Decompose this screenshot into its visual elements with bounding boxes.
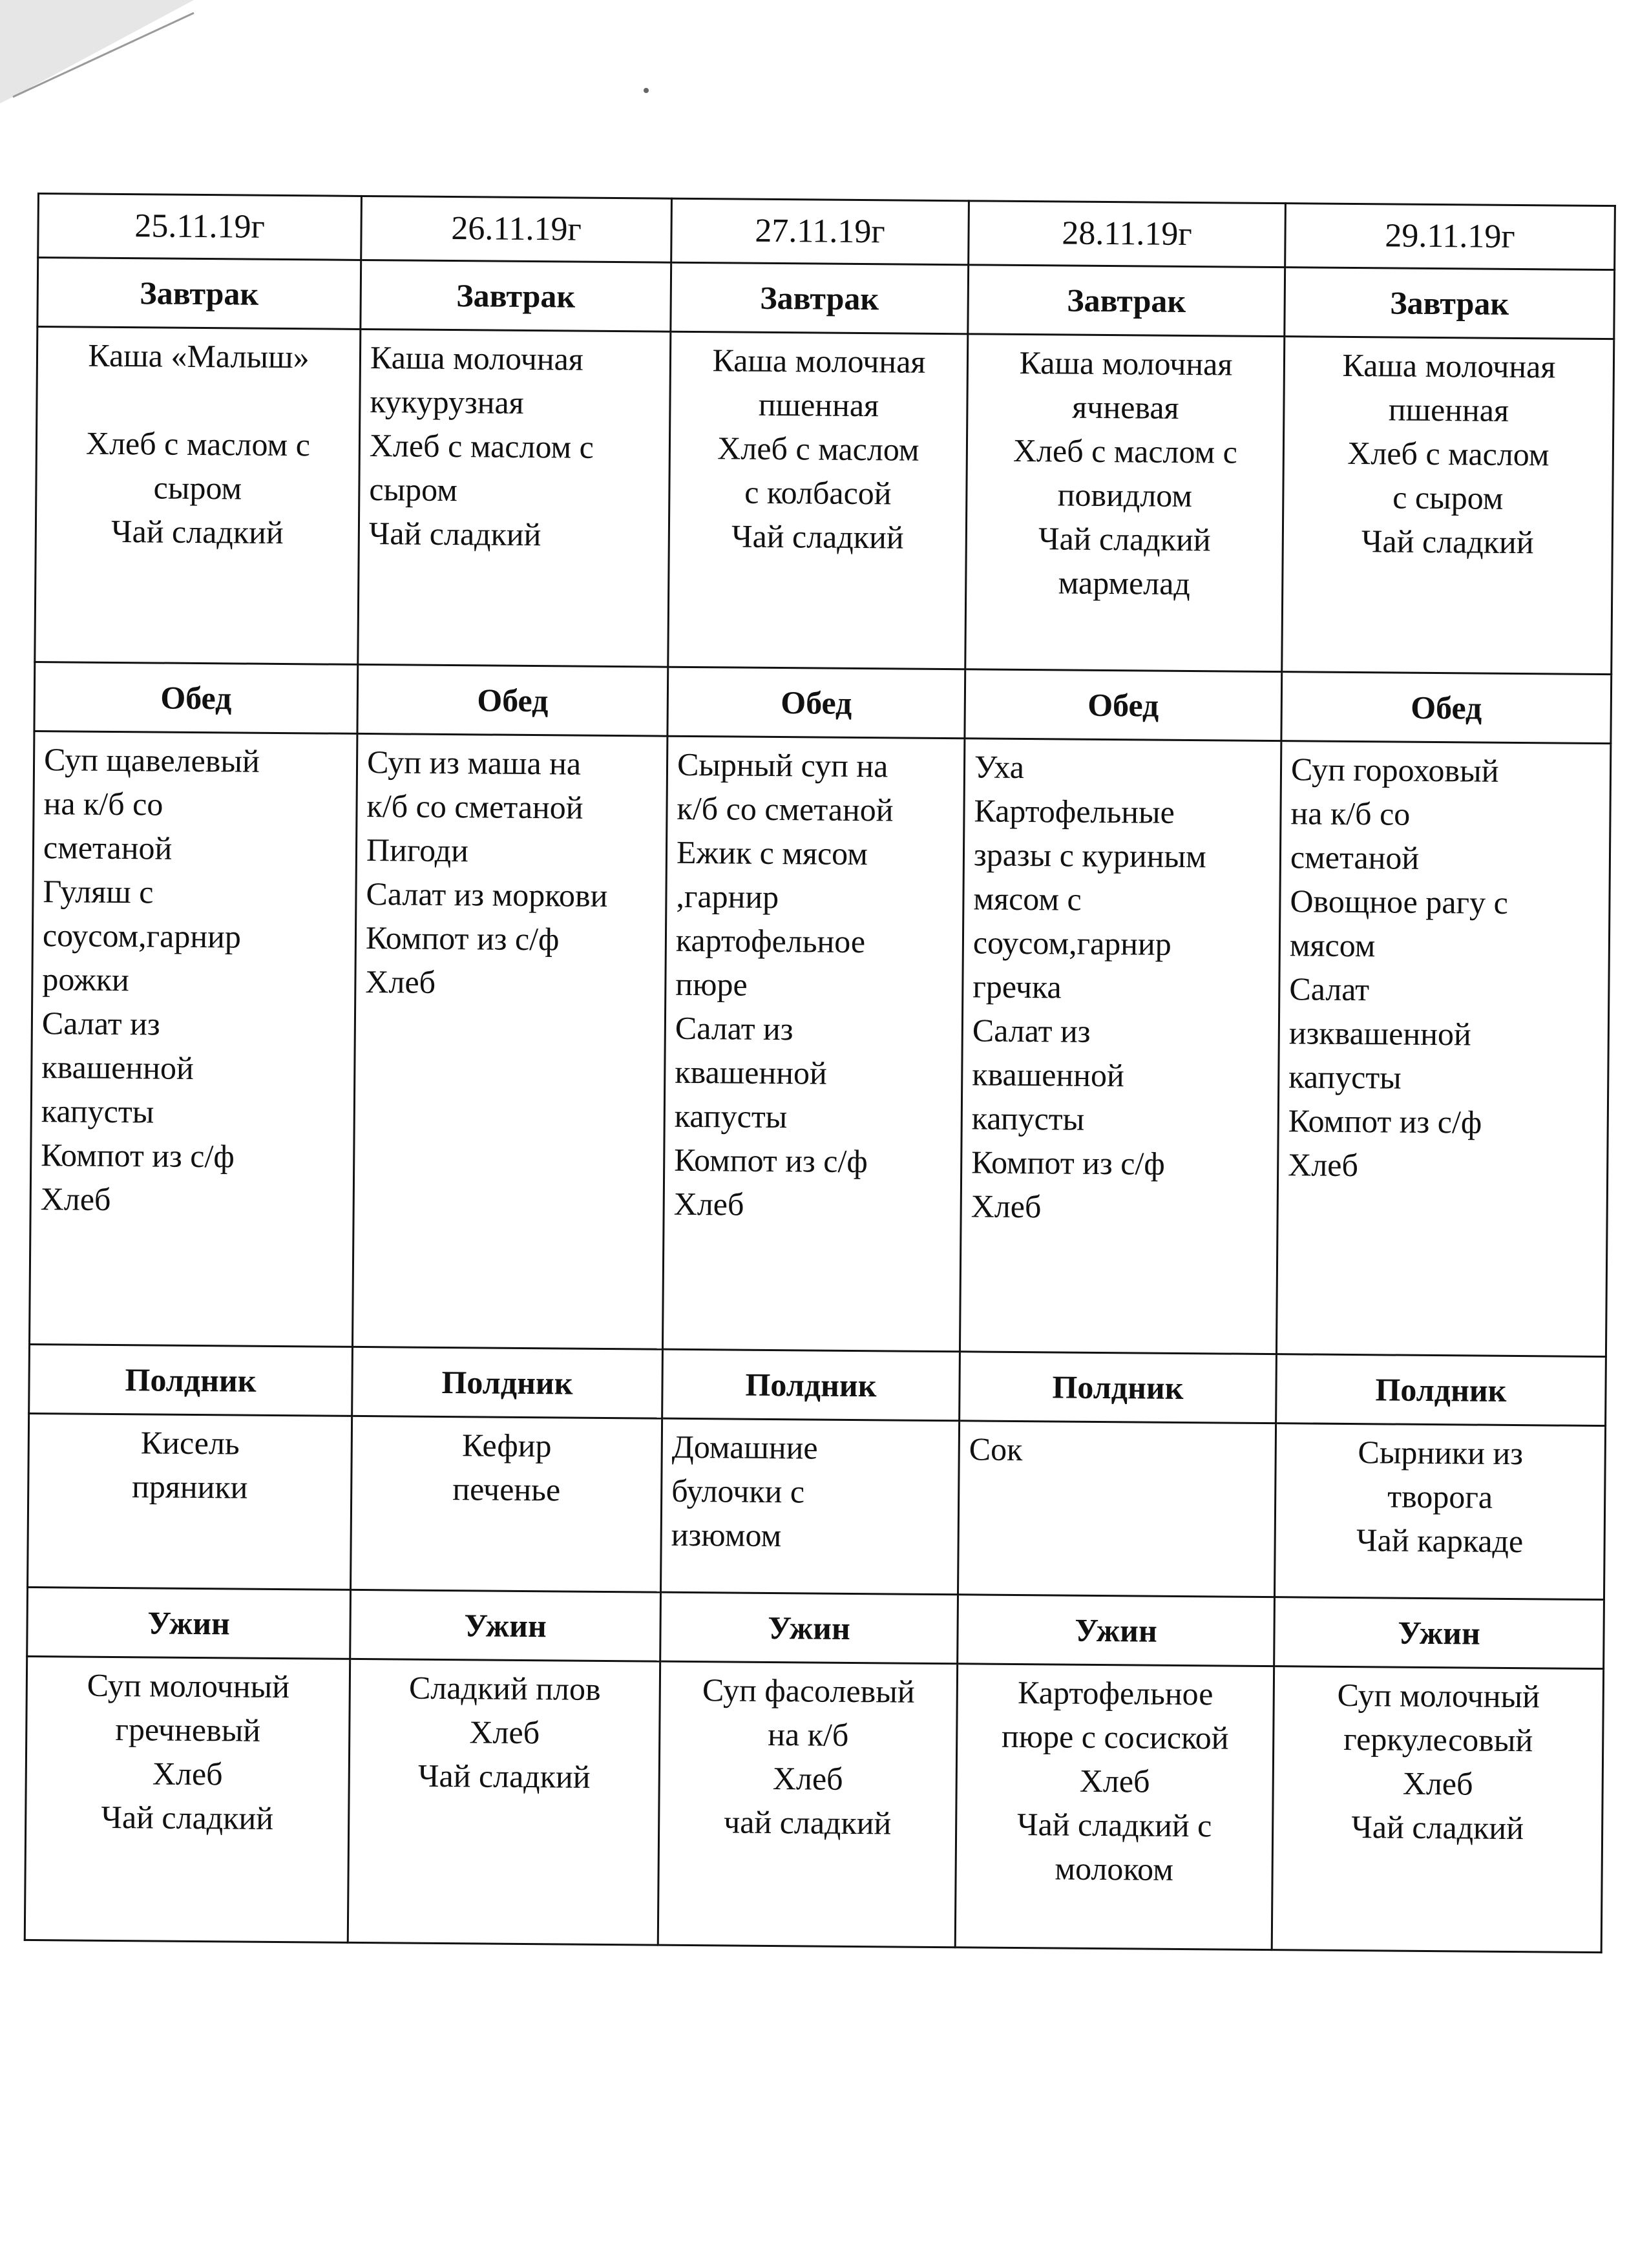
dish: Чай сладкий	[101, 1798, 274, 1836]
date-cell: 27.11.19г	[671, 198, 969, 265]
dish: сметаной	[43, 829, 173, 866]
dish: Хлеб с маслом с	[85, 425, 311, 463]
snack-header-row	[29, 1344, 1606, 1425]
lunch-cell	[352, 733, 667, 1349]
dish: сыром	[153, 469, 242, 507]
lunch-heading: Обед	[357, 664, 668, 736]
dish: повидлом	[1057, 476, 1193, 514]
dish: Кисель	[140, 1424, 240, 1462]
dinner-cell	[955, 1664, 1274, 1950]
dish: Хлеб с маслом	[1347, 434, 1549, 473]
dish: пюре с сосиской	[1001, 1717, 1229, 1756]
breakfast-cell	[35, 327, 361, 665]
snack-heading: Полдник	[662, 1349, 960, 1421]
dish: Компот из с/ф	[1288, 1102, 1482, 1140]
dish: изюмом	[671, 1516, 782, 1554]
date-cell: 28.11.19г	[969, 201, 1286, 268]
dinner-cell	[348, 1659, 660, 1945]
dish: Чай сладкий	[1361, 523, 1534, 561]
dish: квашенной	[972, 1056, 1124, 1094]
snack-row	[28, 1413, 1606, 1599]
date-cell: 26.11.19г	[361, 196, 672, 262]
dish: Хлеб с маслом	[717, 430, 919, 468]
dish: Гуляш с	[43, 873, 154, 910]
dish: Кефир	[461, 1427, 552, 1464]
lunch-row	[30, 731, 1611, 1356]
breakfast-heading: Завтрак	[968, 265, 1285, 337]
breakfast-cell	[358, 329, 671, 667]
dish: пюре	[675, 965, 748, 1003]
snack-cell	[28, 1413, 352, 1590]
dish: пшенная	[758, 386, 879, 424]
dish: рожки	[42, 961, 130, 998]
breakfast-cell	[1282, 337, 1614, 675]
dish: к/б со сметаной	[677, 790, 894, 828]
dish: Чай сладкий	[368, 515, 541, 553]
breakfast-heading: Завтрак	[37, 258, 361, 330]
dish: чай сладкий	[723, 1803, 892, 1842]
dish: Хлеб	[971, 1188, 1042, 1225]
dinner-heading: Ужин	[958, 1595, 1275, 1666]
lunch-cell	[960, 739, 1281, 1354]
date-cell: 29.11.19г	[1285, 204, 1615, 270]
date-row	[38, 194, 1615, 270]
dish: Салат из	[972, 1012, 1091, 1049]
dish: Салат из моркови	[366, 876, 608, 914]
dish: булочки с	[671, 1472, 805, 1510]
dish: Суп фасолевый	[702, 1672, 915, 1710]
dish: Хлеб	[1288, 1146, 1359, 1184]
dish: Суп молочный	[1337, 1676, 1540, 1715]
dish: Хлеб с маслом с	[1013, 432, 1238, 470]
dish: Суп из маша на	[366, 744, 582, 782]
dish: Каша молочная	[370, 339, 584, 377]
dish: Каша молочная	[1342, 346, 1556, 385]
dish: Чай сладкий	[731, 518, 904, 556]
breakfast-row	[35, 327, 1614, 675]
dish: Компот из с/ф	[971, 1144, 1165, 1182]
date-cell: 25.11.19г	[38, 194, 362, 260]
dish: Каша «Малыш»	[88, 337, 310, 375]
dish: Компот из с/ф	[41, 1137, 235, 1175]
dish: на к/б со	[1290, 795, 1411, 832]
dish: мясом с	[973, 880, 1082, 918]
lunch-header-row	[34, 662, 1612, 743]
dish: Чай сладкий	[417, 1757, 591, 1795]
dish: Хлеб	[1402, 1765, 1473, 1802]
dish: геркулесовый	[1343, 1720, 1533, 1759]
dish: Домашние	[671, 1428, 818, 1466]
snack-cell	[351, 1416, 662, 1592]
dish: на к/б со	[43, 785, 163, 823]
dish: пшенная	[1388, 391, 1509, 428]
dish: сыром	[369, 471, 458, 509]
snack-cell	[661, 1418, 960, 1595]
dish: Картофельное	[1017, 1674, 1213, 1712]
dish: ,гарнир	[676, 877, 779, 916]
dish: пряники	[131, 1468, 248, 1506]
dish: квашенной	[675, 1053, 827, 1091]
dish: соусом,гарнир	[42, 917, 242, 955]
dinner-header-row	[27, 1587, 1604, 1668]
dish: Ежик с мясом	[676, 834, 868, 872]
dish: Хлеб	[40, 1181, 111, 1217]
dish: квашенной	[41, 1049, 194, 1086]
breakfast-heading: Завтрак	[361, 260, 671, 331]
dish: Суп молочный	[87, 1666, 290, 1705]
dish: Чай сладкий	[1351, 1809, 1524, 1847]
dish: Сырный суп на	[677, 746, 888, 784]
lunch-heading: Обед	[1281, 672, 1612, 744]
breakfast-heading: Завтрак	[1285, 268, 1615, 339]
dish: Сладкий плов	[408, 1669, 601, 1707]
dish: Чай сладкий	[110, 512, 284, 551]
dish: гречневый	[115, 1711, 261, 1748]
lunch-heading: Обед	[667, 667, 965, 739]
dish: Компот из с/ф	[365, 919, 560, 958]
dish: творога	[1387, 1478, 1493, 1515]
snack-cell	[958, 1421, 1276, 1597]
dish: Суп гороховый	[1290, 751, 1499, 789]
dish: зразы с куриным	[973, 836, 1207, 875]
dish: Хлеб с маслом с	[369, 427, 594, 465]
dish: Каша молочная	[1019, 344, 1233, 383]
snack-cell	[1274, 1423, 1605, 1600]
dish: гречка	[972, 968, 1062, 1005]
dish: Сок	[969, 1431, 1023, 1468]
dish: Картофельные	[974, 792, 1175, 830]
dish: Компот из с/ф	[674, 1141, 868, 1180]
lunch-heading: Обед	[965, 669, 1282, 741]
snack-heading: Полдник	[29, 1344, 353, 1416]
breakfast-heading: Завтрак	[671, 262, 969, 334]
dish: картофельное	[675, 921, 866, 960]
blank-line	[47, 377, 350, 423]
dish: капусты	[1288, 1058, 1402, 1096]
dish: сметаной	[1290, 839, 1420, 876]
dinner-cell	[25, 1656, 350, 1942]
breakfast-cell	[965, 334, 1285, 672]
dish: Хлеб	[772, 1760, 843, 1797]
dish: Хлеб	[1079, 1762, 1150, 1800]
lunch-heading: Обед	[34, 662, 358, 733]
dish: с сыром	[1392, 479, 1504, 516]
dish: Овощное рагу с	[1290, 883, 1509, 921]
dinner-cell	[1272, 1666, 1603, 1953]
dish: Хлеб	[365, 963, 436, 1000]
lunch-cell	[662, 736, 964, 1352]
snack-heading: Полдник	[1276, 1354, 1606, 1426]
dish: Салат	[1289, 971, 1370, 1008]
dish: Чай сладкий с	[1016, 1805, 1212, 1844]
lunch-cell	[30, 731, 357, 1347]
dish: Чай сладкий	[1038, 520, 1211, 558]
dinner-heading: Ужин	[350, 1590, 661, 1661]
dish: капусты	[971, 1100, 1085, 1137]
snack-heading: Полдник	[960, 1352, 1277, 1423]
dinner-heading: Ужин	[660, 1592, 958, 1664]
dinner-cell	[658, 1661, 957, 1948]
dish: молоком	[1055, 1850, 1174, 1887]
dish: мясом	[1289, 927, 1376, 964]
dish: Салат из	[675, 1009, 793, 1047]
dish: Чай каркаде	[1356, 1522, 1524, 1560]
dish: ячневая	[1072, 388, 1179, 426]
dish: печенье	[452, 1471, 561, 1508]
dish: на к/б	[768, 1716, 849, 1753]
dish: соусом,гарнир	[972, 924, 1172, 962]
dish: Каша молочная	[712, 342, 926, 380]
dinner-heading: Ужин	[1274, 1597, 1604, 1669]
dinner-row	[25, 1656, 1603, 1952]
dish: с колбасой	[744, 474, 892, 512]
dish: Хлеб	[469, 1714, 540, 1751]
snack-heading: Полдник	[352, 1347, 663, 1418]
dish: Уха	[974, 748, 1025, 786]
dish: кукурузная	[370, 383, 524, 421]
weekly-menu-table	[24, 193, 1616, 1953]
dish: Салат из	[41, 1005, 160, 1042]
dinner-heading: Ужин	[27, 1587, 351, 1659]
dish: изквашенной	[1288, 1014, 1471, 1053]
dish: Сырники из	[1358, 1434, 1524, 1472]
dish: к/б со сметаной	[366, 788, 583, 826]
dish: Пигоди	[366, 832, 469, 869]
dish: капусты	[41, 1093, 154, 1130]
dish: Хлеб	[152, 1755, 223, 1792]
dish: Хлеб	[673, 1185, 744, 1223]
lunch-cell	[1276, 741, 1610, 1357]
dish: капусты	[674, 1097, 788, 1135]
breakfast-header-row	[37, 258, 1615, 339]
dish: мармелад	[1058, 564, 1191, 602]
breakfast-cell	[668, 331, 968, 669]
dish: Суп щавелевый	[43, 741, 260, 779]
